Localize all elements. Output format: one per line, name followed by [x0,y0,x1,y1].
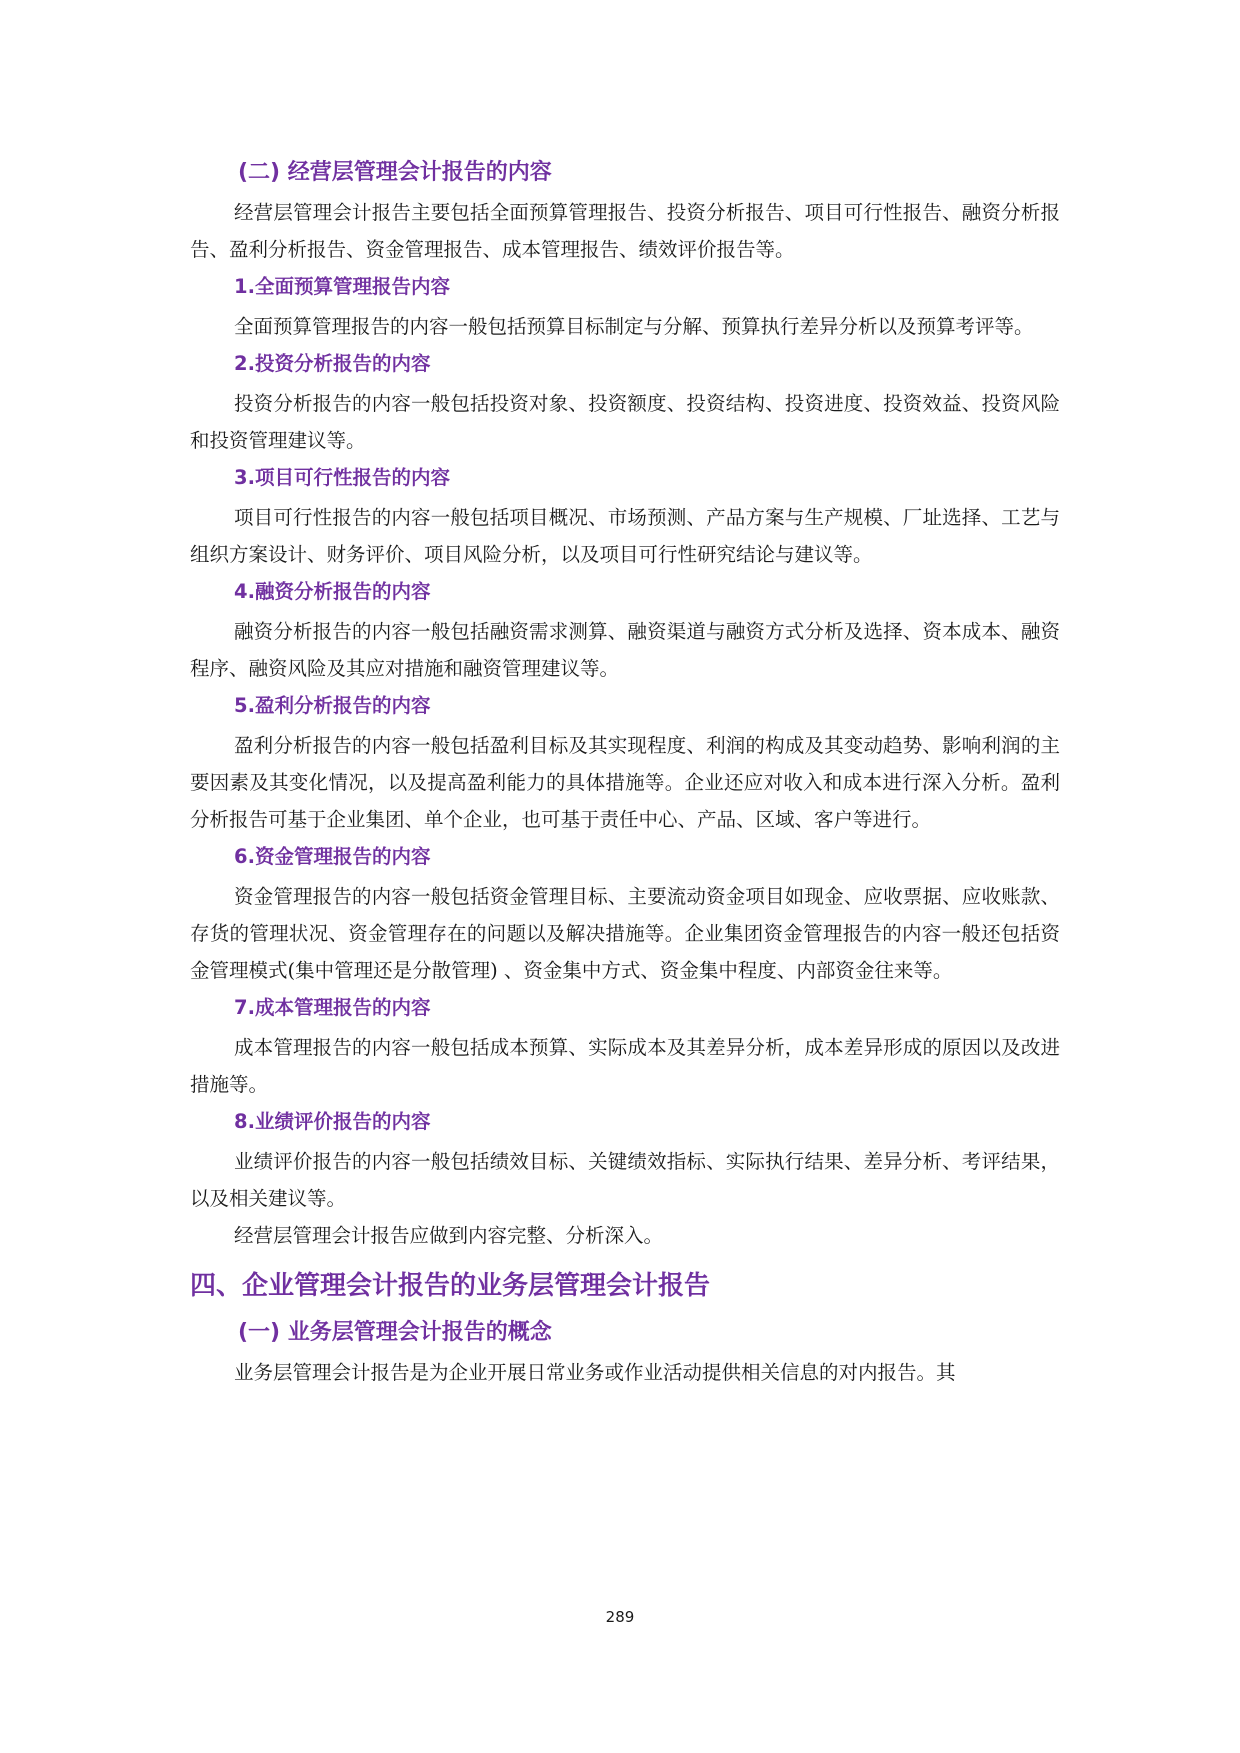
subsection-paragraph-2: 投资分析报告的内容一般包括投资对象、投资额度、投资结构、投资进度、投资效益、投资风险和投资管理建议等。 [190,392,1060,452]
subsection-heading-1: 1.全面预算管理报告内容 [234,275,450,298]
page-content [190,150,1060,1391]
subsection-heading-2: 2.投资分析报告的内容 [234,352,431,375]
next-section-heading: (一) 业务层管理会计报告的概念 [238,1320,552,1345]
subsection-paragraph-7: 成本管理报告的内容一般包括成本预算、实际成本及其差异分析，成本差异形成的原因以及改进措施等。 [190,1036,1060,1096]
subsection-heading-5: 5.盈利分析报告的内容 [234,694,431,717]
subsection-paragraph-8: 业绩评价报告的内容一般包括绩效目标、关键绩效指标、实际执行结果、差异分析、考评结果，以及相关建议等。 [190,1150,1060,1210]
subsection-heading-4: 4.融资分析报告的内容 [234,580,431,603]
intro-paragraph: 经营层管理会计报告主要包括全面预算管理报告、投资分析报告、项目可行性报告、融资分析报告、盈利分析报告、资金管理报告、成本管理报告、绩效评价报告等。 [190,201,1060,261]
subsection-paragraph-1: 全面预算管理报告的内容一般包括预算目标制定与分解、预算执行差异分析以及预算考评等。 [234,315,1034,338]
subsection-paragraph-3: 项目可行性报告的内容一般包括项目概况、市场预测、产品方案与生产规模、厂址选择、工艺与组织方案设计、财务评价、项目风险分析，以及项目可行性研究结论与建议等。 [190,506,1060,566]
next-paragraph: 业务层管理会计报告是为企业开展日常业务或作业活动提供相关信息的对内报告。其 [234,1361,956,1384]
subsection-heading-3: 3.项目可行性报告的内容 [234,466,450,489]
chapter-heading: 四、企业管理会计报告的业务层管理会计报告 [190,1271,711,1301]
closing-paragraph: 经营层管理会计报告应做到内容完整、分析深入。 [234,1224,664,1247]
section-heading: (二) 经营层管理会计报告的内容 [238,160,552,185]
subsection-paragraph-6: 资金管理报告的内容一般包括资金管理目标、主要流动资金项目如现金、应收票据、应收账款、存货的管理状况、资金管理存在的问题以及解决措施等。企业集团资金管理报告的内容一般还包括资金管理模式(集中管理还是分散管理) 、资金集中方式、资金集中程度、内部资金往来等。 [190,885,1060,982]
page-number: 289 [605,1608,635,1626]
subsection-heading-6: 6.资金管理报告的内容 [234,845,431,868]
subsection-heading-8: 8.业绩评价报告的内容 [234,1110,431,1133]
subsection-paragraph-5: 盈利分析报告的内容一般包括盈利目标及其实现程度、利润的构成及其变动趋势、影响利润的主要因素及其变化情况，以及提高盈利能力的具体措施等。企业还应对收入和成本进行深入分析。盈利分析报告可基于企业集团、单个企业，也可基于责任中心、产品、区域、客户等进行。 [190,734,1060,831]
subsection-heading-7: 7.成本管理报告的内容 [234,996,431,1019]
subsection-paragraph-4: 融资分析报告的内容一般包括融资需求测算、融资渠道与融资方式分析及选择、资本成本、融资程序、融资风险及其应对措施和融资管理建议等。 [190,620,1060,680]
